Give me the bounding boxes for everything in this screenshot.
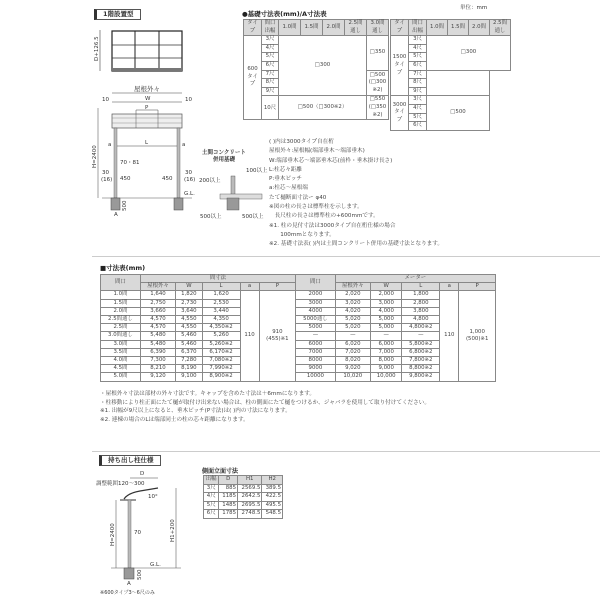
col-header: 3.0間通し — [367, 20, 389, 36]
dim-70-81: 70・81 — [120, 160, 140, 166]
table-cell: 3,440 — [202, 307, 240, 315]
table-cell: 4尺 — [204, 493, 219, 502]
section-label-cantilever: 持ち出し柱仕様 — [99, 455, 161, 466]
col-header: W — [176, 283, 202, 291]
dims-note: ※2. 連棟の場合のLは端部同士の柱の芯々距離になります。 — [100, 416, 249, 423]
table-cell: 2.5間 — [101, 324, 141, 332]
legend-note: ※2. 基礎寸法表( )内は土間コンクリート併用の基礎寸法となります。 — [269, 241, 444, 248]
legend-note: 100mmとなります。 — [269, 231, 335, 238]
corner-col-label: 間口 — [264, 20, 276, 26]
table-cell: 5,020 — [335, 316, 370, 324]
col-header: H2 — [262, 476, 283, 485]
dims-title: ■寸法表(mm) — [100, 264, 146, 272]
table-row — [101, 357, 496, 365]
type-cell: 3000タイプ — [391, 96, 409, 130]
table-cell: 3000 — [296, 299, 336, 307]
table-cell: 10,020 — [335, 373, 370, 381]
legend-note: W:端部垂木芯～端部垂木芯(前枠・垂木掛け長さ) — [269, 157, 393, 164]
p-cell-meter — [459, 291, 496, 381]
table-row — [101, 365, 496, 373]
table-cell: 2.0間 — [101, 307, 141, 315]
col-header: 2.0間 — [323, 20, 345, 36]
corner-col-label: 間口 — [412, 20, 423, 26]
concrete-cover-note: 200以上 — [199, 178, 221, 184]
table-cell: 4.0間 — [101, 357, 141, 365]
col-header: L — [402, 283, 440, 291]
col-header: a — [240, 283, 259, 291]
table-cell: 3,000 — [370, 299, 401, 307]
col-header: a — [440, 283, 459, 291]
dim-500-label: 500 — [122, 200, 128, 211]
cantilever-footnote: ※600タイプ3～6尺のみ — [100, 590, 155, 596]
type-cell: 600タイプ — [244, 36, 262, 120]
table-cell: 6,020 — [335, 340, 370, 348]
table-cell: 1485 — [219, 501, 238, 510]
col-header: 2.0間 — [469, 20, 490, 36]
cell-300-cont — [427, 70, 490, 96]
empty-cell — [490, 70, 511, 130]
header-opening: 間口 — [101, 275, 141, 291]
col-header: H1 — [238, 476, 262, 485]
table-cell: 5,460 — [176, 340, 202, 348]
table-cell: 5,000 — [370, 324, 401, 332]
table-cell: 2,800 — [402, 299, 440, 307]
table-cell: 2,020 — [335, 291, 370, 299]
p-cell-ken — [259, 291, 296, 381]
table-cell: 7,990※2 — [202, 365, 240, 373]
table-cell: 2642.5 — [238, 493, 262, 502]
table-cell: 6,390 — [140, 348, 175, 356]
table-cell: 3.0間通し — [101, 332, 141, 340]
row-header: 4尺 — [262, 44, 279, 53]
row-header: 6尺 — [409, 122, 427, 131]
table-cell: 1785 — [219, 510, 238, 519]
table-cell: 5,480 — [140, 340, 175, 348]
table-cell: 7000 — [296, 348, 336, 356]
foundation-table-1500-3000 — [390, 19, 511, 131]
table-cell: 6尺 — [204, 510, 219, 519]
a-cell-meter: 110 — [440, 291, 459, 381]
type-header: タイプ — [391, 20, 409, 36]
col-header: D — [219, 476, 238, 485]
header-row — [204, 476, 283, 485]
cell-350: □350 — [367, 36, 389, 70]
dim-450-left: 450 — [120, 176, 131, 182]
a-label-right: a — [182, 142, 186, 148]
row-header: 8尺 — [409, 79, 427, 88]
table-row — [204, 510, 283, 519]
p-value: 1,000 — [469, 328, 485, 335]
corner-row-label: 出幅 — [264, 27, 276, 34]
divider — [92, 256, 600, 257]
plan-depth-label: D+126.5 — [94, 36, 100, 61]
table-cell: 7,080※2 — [202, 357, 240, 365]
side-margin-left: 10 — [102, 97, 109, 103]
dims-note: ※1. 出幅が9尺以上になると、垂木ピッチ(P寸法)は( )内の寸法になります。 — [100, 408, 291, 415]
table-cell: 4.5間 — [101, 365, 141, 373]
legend-note: ※1. 柱の見付寸法は3000タイプ自在桁仕様の場合 — [269, 222, 396, 229]
a-label: A — [127, 581, 131, 587]
table-cell: 7,280 — [176, 357, 202, 365]
table-cell: 10,000 — [370, 373, 401, 381]
table-cell: 2,730 — [176, 299, 202, 307]
dim-16-left: (16) — [101, 177, 113, 183]
table-row — [101, 299, 496, 307]
p-value-alt: (500)※1 — [465, 336, 489, 343]
table-cell: 9,100 — [176, 373, 202, 381]
table-cell: 9,020 — [335, 365, 370, 373]
table-row — [204, 501, 283, 510]
foundation-table-600 — [243, 19, 389, 120]
row-header: 7尺 — [262, 70, 279, 79]
table-cell: 5000 — [296, 324, 336, 332]
table-cell: 1.0間 — [101, 291, 141, 299]
table-cell: 2.5間通し — [101, 316, 141, 324]
col-header: 出幅 — [204, 476, 219, 485]
cell-500-value: □500 — [369, 71, 386, 78]
col-header: 1.5間 — [301, 20, 323, 36]
row-header: 4尺 — [409, 104, 427, 113]
dim-a-label: A — [114, 212, 118, 218]
row-header: 3尺 — [409, 96, 427, 105]
col-header: P — [259, 283, 296, 291]
table-row — [101, 348, 496, 356]
legend-notes — [269, 138, 443, 250]
table-cell: 4,020 — [335, 307, 370, 315]
table-cell: 3,800 — [402, 307, 440, 315]
legend-note: 長尺柱の長さは標準柱の+600mmです。 — [269, 213, 379, 220]
table-cell: 6000 — [296, 340, 336, 348]
type-header: タイプ — [244, 20, 262, 36]
table-cell: 5.0間 — [101, 373, 141, 381]
table-cell: 2,530 — [202, 299, 240, 307]
a-cell-ken: 110 — [240, 291, 259, 381]
table-cell: 6,000 — [370, 340, 401, 348]
row-header: 3尺 — [409, 36, 427, 45]
side-margin-right: 10 — [185, 97, 192, 103]
table-cell: 4000 — [296, 307, 336, 315]
dim-16-right: (16) — [184, 177, 196, 183]
table-cell: 1.5間 — [101, 299, 141, 307]
row-header: 3尺 — [262, 36, 279, 45]
cell-300: □300 — [427, 36, 511, 70]
table-row — [204, 484, 283, 493]
table-cell: 6,800※2 — [402, 348, 440, 356]
row-header: 9尺 — [262, 87, 279, 96]
col-header: 2.5間通し — [345, 20, 367, 36]
cell-550-value: □550 — [369, 96, 386, 103]
h-label: H=2400 — [92, 145, 98, 168]
row-header: 8尺 — [262, 79, 279, 88]
concrete-depth-note: 100以上 — [246, 168, 268, 174]
table-cell: 3.5間 — [101, 348, 141, 356]
table-cell: 7,020 — [335, 348, 370, 356]
cell-550 — [367, 96, 389, 120]
row-header: 7尺 — [409, 70, 427, 79]
row-header: 6尺 — [409, 61, 427, 70]
table-cell: 2,750 — [140, 299, 175, 307]
legend-note: 屋根外々:屋根幅(端部垂木～端部垂木) — [269, 148, 365, 155]
table-cell: 2569.5 — [238, 484, 262, 493]
concrete-title-text: 土間コンクリート — [202, 150, 246, 156]
table-row — [101, 324, 496, 332]
concrete-title — [202, 150, 246, 164]
row-header: 4尺 — [409, 44, 427, 53]
dims-note: ・柱移動により柱正面にたて樋が取付け出来ない場合は、柱の側面にたて樋をつけるか、ジャバラを使用して取り付けてください。 — [100, 399, 430, 406]
table-row — [101, 340, 496, 348]
cell-500 — [367, 70, 389, 96]
table-cell: 7,000 — [370, 348, 401, 356]
table-cell: 4,350 — [202, 316, 240, 324]
table-cell: 422.5 — [262, 493, 283, 502]
table-cell: 3.0間 — [101, 340, 141, 348]
legend-note: P:垂木ピッチ — [269, 176, 303, 183]
legend-note: a:柱芯～屋根端 — [269, 185, 308, 192]
table-cell: 8,210 — [140, 365, 175, 373]
plan-drawing — [92, 25, 202, 77]
legend-note: ※図の柱の長さは標準柱を示します。 — [269, 204, 363, 211]
table-cell: 9,120 — [140, 373, 175, 381]
table-cell: 8,800※2 — [402, 365, 440, 373]
p-value-alt: (455)※1 — [266, 336, 289, 343]
header-ken-group: 間寸法 — [140, 275, 295, 283]
table-cell: 885 — [219, 484, 238, 493]
dim-450-right: 450 — [162, 176, 173, 182]
dim-500-label: 500 — [137, 569, 143, 580]
cell-550-alt: (□350※2) — [368, 103, 387, 118]
col-header: 1.0間 — [279, 20, 301, 36]
table-row — [101, 316, 496, 324]
table-cell: 4,800 — [402, 316, 440, 324]
table-cell: 4,800※2 — [402, 324, 440, 332]
table-cell: 1,800 — [402, 291, 440, 299]
col-header: P — [459, 283, 496, 291]
foundation-title: ●基礎寸法表(mm)/A寸法表 — [242, 10, 327, 18]
legend-note: L:柱芯々距離 — [269, 166, 302, 173]
table-cell: 1,640 — [140, 291, 175, 299]
table-cell: 2,000 — [370, 291, 401, 299]
table-row — [101, 332, 496, 340]
dim-70-label: 70 — [134, 530, 141, 536]
table-cell: 8,900※2 — [202, 373, 240, 381]
unit-label: 単位：mm — [460, 5, 488, 11]
type-cell: 1500タイプ — [391, 36, 409, 96]
col-header: 屋根外々 — [335, 283, 370, 291]
w-label: W — [145, 96, 151, 102]
legend-note: たて樋断面寸法ー φ40 — [269, 194, 327, 201]
dims-table — [100, 274, 496, 382]
row-header: 5尺 — [409, 53, 427, 62]
row-header: 10尺 — [262, 96, 279, 120]
row-header: 9尺 — [409, 87, 427, 96]
table-cell: 6,370 — [176, 348, 202, 356]
dim-30-left: 30 — [102, 170, 109, 176]
angle-label: 10° — [148, 494, 158, 500]
table-cell: 4,350※2 — [202, 324, 240, 332]
a-label-left: a — [108, 142, 112, 148]
row-header: 5尺 — [262, 53, 279, 62]
table-cell: 6,170※2 — [202, 348, 240, 356]
row-header: 6尺 — [262, 61, 279, 70]
table-cell: — — [296, 332, 336, 340]
table-row — [101, 307, 496, 315]
table-cell: 5,260※2 — [202, 340, 240, 348]
cell-300: □300 — [279, 36, 367, 96]
table-cell: 7,300 — [140, 357, 175, 365]
col-header: 1.0間 — [427, 20, 448, 36]
table-cell: 5,000 — [370, 316, 401, 324]
adjust-range-label: 調整範囲120～300 — [96, 481, 145, 487]
corner-header — [262, 20, 279, 36]
cell-10shaku: □500（□300※2） — [279, 96, 367, 120]
table-cell: 9,800※2 — [402, 373, 440, 381]
side-elevation-title: 側面立面寸法 — [202, 468, 239, 475]
col-header: 屋根外々 — [140, 283, 175, 291]
header-meter-group: メーター — [335, 275, 495, 283]
legend-note: ( )内は3000タイプ自在桁 — [269, 139, 334, 145]
concrete-gap-left: 500以上 — [200, 214, 222, 220]
table-cell: 3尺 — [204, 484, 219, 493]
h-2400-label: H=2400 — [110, 523, 116, 546]
table-row — [101, 373, 496, 381]
cantilever-post-drawing — [96, 468, 196, 590]
table-cell: 389.5 — [262, 484, 283, 493]
table-cell: — — [402, 332, 440, 340]
col-header: 1.5間 — [448, 20, 469, 36]
header-opening: 間口 — [296, 275, 336, 291]
table-cell: 5,020 — [335, 324, 370, 332]
concrete-gap-right: 500以上 — [242, 214, 264, 220]
roof-outer-label: 屋根外々 — [134, 85, 160, 93]
table-cell: 4,550 — [176, 324, 202, 332]
dims-notes — [100, 390, 430, 424]
table-cell: 2000 — [296, 291, 336, 299]
table-cell: 4,570 — [140, 324, 175, 332]
table-cell: 548.5 — [262, 510, 283, 519]
front-elevation-drawing — [92, 84, 202, 218]
gl-label: G.L. — [184, 191, 195, 197]
d-label: D — [140, 471, 145, 477]
table-row — [101, 291, 496, 299]
table-cell: 495.5 — [262, 501, 283, 510]
table-cell: 7,800※2 — [402, 357, 440, 365]
table-cell: 1,620 — [202, 291, 240, 299]
concrete-subtitle-text: 併用基礎 — [212, 157, 235, 163]
table-cell: 4,550 — [176, 316, 202, 324]
table-cell: 1185 — [219, 493, 238, 502]
table-cell: — — [370, 332, 401, 340]
table-cell: 8,190 — [176, 365, 202, 373]
col-header: 2.5間通し — [490, 20, 511, 36]
table-cell: 5,460 — [176, 332, 202, 340]
divider — [92, 451, 600, 452]
col-header: L — [202, 283, 240, 291]
table-cell: 5尺 — [204, 501, 219, 510]
table-cell: 5,260 — [202, 332, 240, 340]
cell-500-alt: (□300※2) — [368, 79, 387, 93]
row-header: 5尺 — [409, 113, 427, 122]
concrete-detail-drawing — [198, 166, 270, 221]
table-cell: 3,020 — [335, 299, 370, 307]
table-cell: 8,020 — [335, 357, 370, 365]
h1-label: H1+200 — [170, 519, 176, 542]
corner-header — [409, 20, 427, 36]
section-label-1f: 1階設置型 — [94, 9, 141, 20]
table-cell: 4,000 — [370, 307, 401, 315]
l-label: L — [145, 140, 149, 146]
table-cell: 1,820 — [176, 291, 202, 299]
table-cell: 9,000 — [370, 365, 401, 373]
table-cell: 3,640 — [176, 307, 202, 315]
table-cell: 3,660 — [140, 307, 175, 315]
table-cell: 2748.5 — [238, 510, 262, 519]
side-elevation-table — [203, 475, 283, 519]
table-row — [204, 493, 283, 502]
dims-note: ・屋根外々寸法は部材の外々寸法です。キャップを含めた寸法は＋6mmになります。 — [100, 391, 315, 397]
cell-500: □500 — [427, 96, 490, 130]
table-cell: 9000 — [296, 365, 336, 373]
table-cell: 5,800※2 — [402, 340, 440, 348]
table-cell: 5000通し — [296, 316, 336, 324]
p-label: P — [145, 105, 149, 111]
col-header: W — [370, 283, 401, 291]
p-value: 910 — [272, 328, 283, 335]
table-cell: 4,570 — [140, 316, 175, 324]
table-cell: 10000 — [296, 373, 336, 381]
table-cell: 2695.5 — [238, 501, 262, 510]
dim-30-right: 30 — [185, 170, 192, 176]
table-cell: 8,000 — [370, 357, 401, 365]
corner-row-label: 出幅 — [412, 27, 423, 34]
table-cell: 5,480 — [140, 332, 175, 340]
gl-label: G.L. — [150, 562, 161, 568]
table-cell: 8000 — [296, 357, 336, 365]
table-cell: — — [335, 332, 370, 340]
